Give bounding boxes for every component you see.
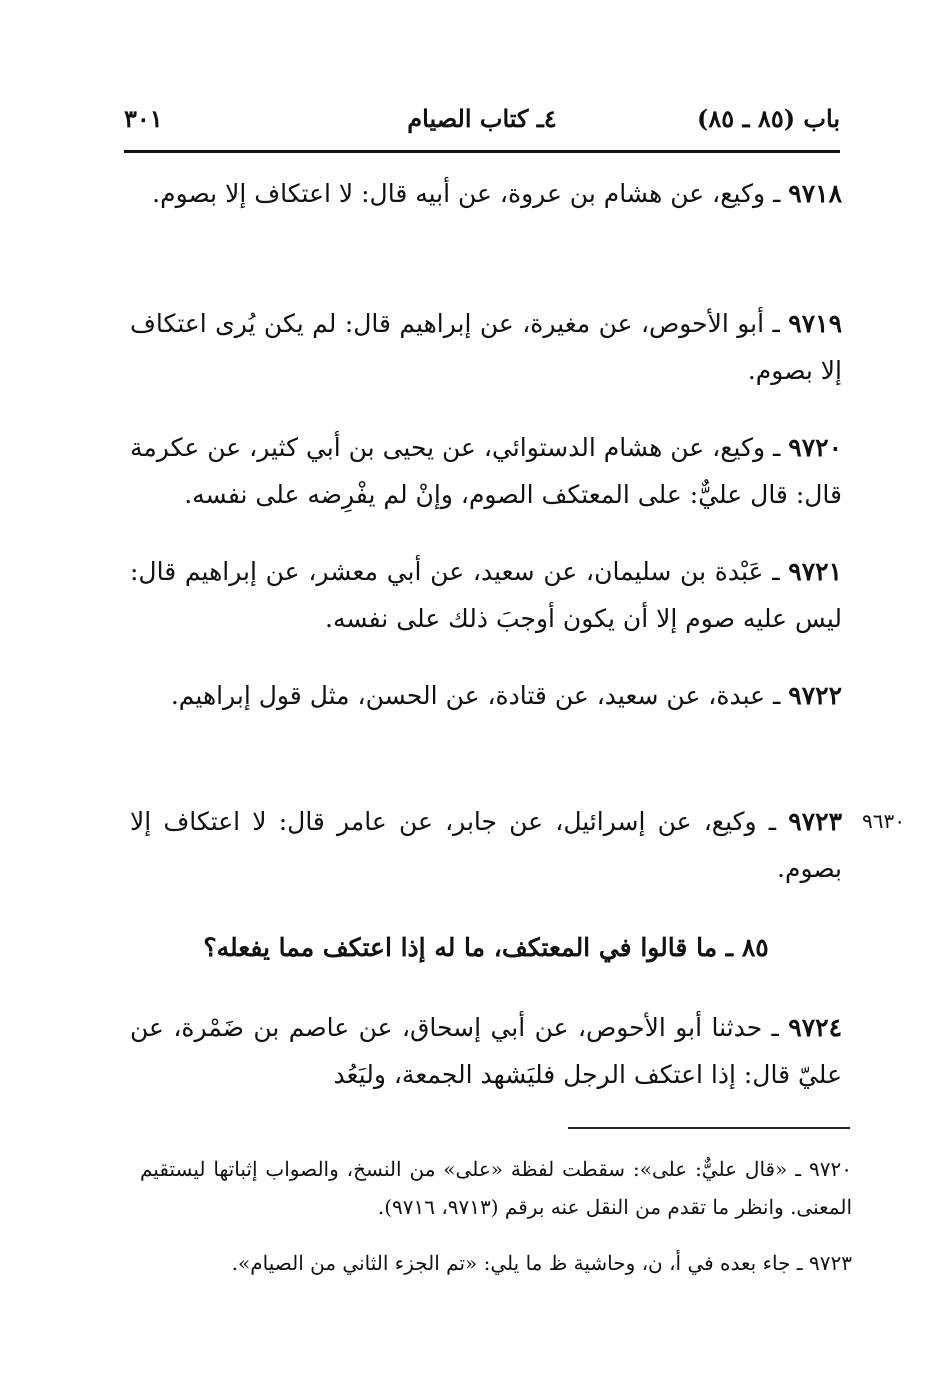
- hadith-paragraph-9718: [130, 170, 842, 217]
- running-header: [124, 98, 840, 148]
- hadith-paragraph-9721: [130, 548, 842, 642]
- hadith-number: ٩٧٢٣: [788, 807, 842, 836]
- footnote-9720: [140, 1150, 852, 1226]
- hadith-text: ـ أبو الأحوص، عن مغيرة، عن إبراهيم قال: لم يكن يُرى اعتكاف إلا بصوم.: [130, 309, 842, 385]
- chapter-label: باب (٨٥ ـ ٨٥): [697, 104, 840, 133]
- hadith-number: ٩٧١٩: [788, 309, 842, 338]
- book-title: ٤ـ كتاب الصيام: [407, 104, 557, 133]
- footnote-text: ـ جاء بعده في أ، ن، وحاشية ظ ما يلي: «تم الجزء الثاني من الصيام».: [231, 1251, 810, 1275]
- hadith-text: ـ وكيع، عن إسرائيل، عن جابر، عن عامر قال: لا اعتكاف إلا بصوم.: [130, 807, 842, 883]
- margin-reference-number: ٩٦٣٠: [862, 809, 905, 833]
- footnote-number: ٩٧٢٣: [809, 1251, 852, 1275]
- hadith-paragraph-9720: [130, 424, 842, 518]
- hadith-text: ـ وكيع، عن هشام بن عروة، عن أبيه قال: لا اعتكاف إلا بصوم.: [152, 179, 789, 208]
- page-number: ٣٠١: [124, 104, 163, 133]
- hadith-number: ٩٧٢٢: [788, 681, 842, 710]
- hadith-paragraph-9724: [130, 1004, 842, 1098]
- hadith-number: ٩٧٢١: [788, 557, 842, 586]
- footnote-divider: [568, 1127, 850, 1129]
- footnote-9723: [140, 1244, 852, 1282]
- footnote-number: ٩٧٢٠: [809, 1157, 852, 1181]
- hadith-text: ـ وكيع، عن هشام الدستوائي، عن يحيى بن أبي كثير، عن عكرمة قال: قال عليٌّ: على المعتكف الصوم، وإنْ لم يفْرِضه على نفسه.: [130, 433, 842, 509]
- section-heading: ٨٥ ـ ما قالوا في المعتكف، ما له إذا اعتكف مما يفعله؟: [203, 933, 769, 962]
- hadith-number: ٩٧٢٠: [788, 433, 842, 462]
- header-divider: [124, 150, 840, 153]
- hadith-number: ٩٧٢٤: [788, 1013, 842, 1042]
- hadith-paragraph-9723: [130, 798, 842, 892]
- hadith-text: ـ عبدة، عن سعيد، عن قتادة، عن الحسن، مثل قول إبراهيم.: [170, 681, 789, 710]
- footnote-text: ـ «قال عليٌّ: على»: سقطت لفظة «على» من النسخ، والصواب إثباتها ليستقيم المعنى. وانظر ما تقدم من النقل عنه برقم (٩٧١٣، ٩٧١٦).: [140, 1157, 852, 1219]
- hadith-number: ٩٧١٨: [788, 179, 842, 208]
- hadith-text: ـ حدثنا أبو الأحوص، عن أبي إسحاق، عن عاصم بن ضَمْرة، عن عليّ قال: إذا اعتكف الرجل فليَشهد الجمعة، وليَعُد: [130, 1013, 842, 1089]
- hadith-paragraph-9719: [130, 300, 842, 394]
- hadith-text: ـ عَبْدة بن سليمان، عن سعيد، عن أبي معشر، عن إبراهيم قال: ليس عليه صوم إلا أن يكون أوجبَ ذلك على نفسه.: [130, 557, 842, 633]
- hadith-paragraph-9722: [130, 672, 842, 719]
